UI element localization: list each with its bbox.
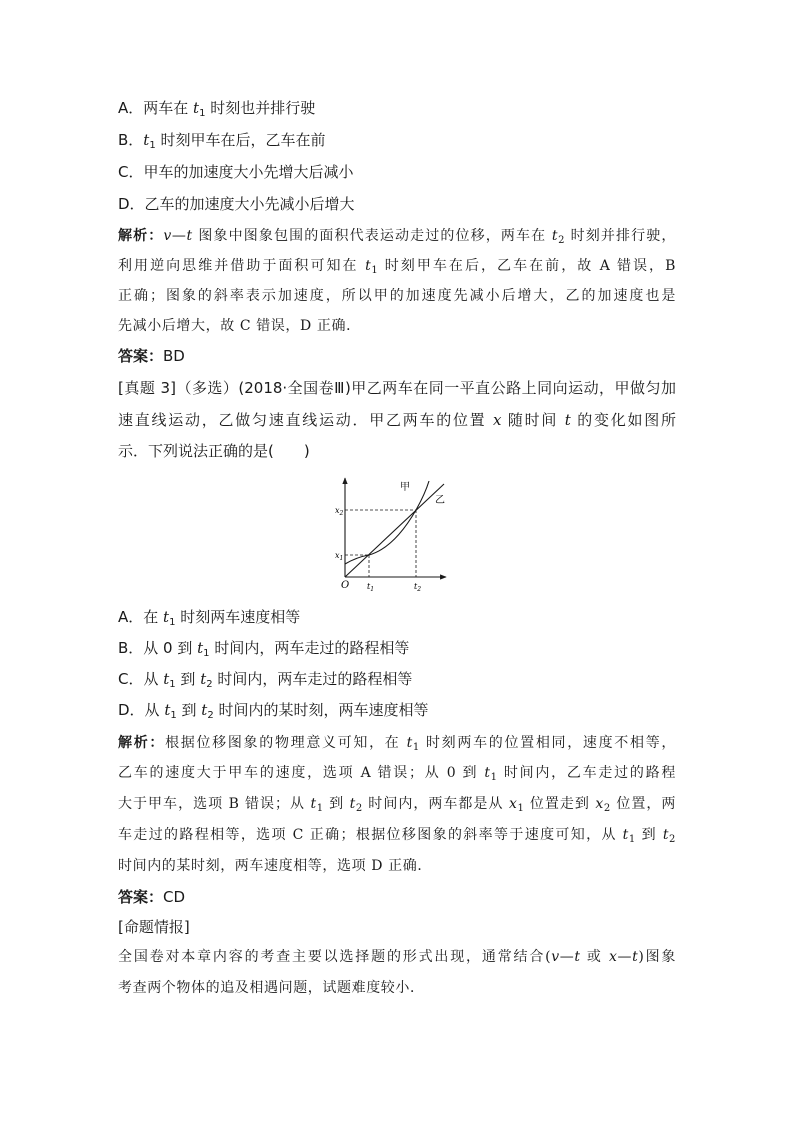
q2-option-a: [118, 98, 315, 118]
label-origin: O: [341, 580, 350, 591]
text: （多选）(2018·全国卷Ⅲ)甲乙两车在同一平直公路上同向运动，甲做匀加: [175, 379, 676, 397]
q3-option-b: [118, 638, 409, 658]
sub: 1: [170, 710, 177, 721]
q3-analysis-line-3: [118, 794, 676, 814]
text: 时间内，两车走过的路程相等: [212, 670, 413, 688]
info-line-2: 考查两个物体的追及相遇问题，试题难度较小．: [118, 980, 425, 996]
text: 利用逆向思维并借助于面积可知在: [118, 258, 366, 274]
sub: 1: [628, 834, 636, 845]
option-text: B．: [118, 131, 144, 149]
sub: 2: [558, 235, 566, 246]
sub: 1: [490, 772, 498, 783]
sub: 1: [169, 617, 176, 628]
q3-option-a: [118, 607, 300, 627]
sub: 2: [355, 803, 363, 814]
text: 的变化如图所: [570, 411, 676, 429]
sub: 1: [371, 265, 379, 276]
var-t: t: [349, 796, 356, 812]
var-t: t: [551, 228, 559, 244]
dash: —: [617, 949, 633, 965]
sub: 1: [169, 679, 176, 690]
sub: 2: [603, 803, 611, 814]
var-t: t: [564, 411, 571, 429]
q2-answer: [118, 346, 185, 366]
var-t: t: [193, 99, 200, 117]
q3-analysis-line-4: [118, 825, 676, 845]
var-v: v: [163, 228, 172, 244]
var-t: t: [197, 639, 204, 657]
text: D．从: [118, 701, 165, 719]
answer-label: 答案：: [118, 347, 164, 365]
option-text: 时刻也并排行驶: [205, 99, 316, 117]
var-t: t: [484, 765, 491, 781]
q2-analysis-line-4: 先减小后增大，故 C 错误，D 正确．: [118, 318, 361, 334]
sub: 1: [517, 803, 525, 814]
text: 位置，两: [610, 796, 677, 812]
text: 速直线运动，乙做匀速直线运动．甲乙两车的位置: [118, 411, 493, 429]
q3-option-d: [118, 700, 428, 720]
q2-analysis-line-3: 正确；图象的斜率表示加速度，所以甲的加速度先减小后增大，乙的加速度也是: [118, 288, 676, 304]
var-t: t: [163, 670, 170, 688]
q3-option-c: [118, 669, 412, 689]
q3-analysis-line-2: [118, 763, 676, 783]
text: 或: [580, 949, 609, 965]
var-t: t: [200, 670, 207, 688]
answer-value: BD: [163, 347, 185, 365]
var-x: x: [595, 796, 604, 812]
q2-analysis-line-2: [118, 256, 676, 276]
text: B．从 0 到: [118, 639, 198, 657]
info-line-1: [118, 947, 676, 967]
var-t: t: [143, 131, 150, 149]
q3-analysis-line-5: 时间内的某时刻，两车速度相等，选项 D 正确．: [118, 858, 432, 874]
sub: 2: [669, 834, 677, 845]
q3-stem-line-1: [118, 378, 676, 398]
text: 大于甲车，选项 B 错误；从: [118, 796, 311, 812]
q3-analysis-line-1: [118, 733, 676, 753]
sub: 1: [412, 742, 420, 753]
question-tag: [真题 3]: [118, 379, 176, 397]
var-t: t: [186, 228, 193, 244]
text: 根据位移图象的物理意义可知，在: [165, 735, 407, 751]
var-t: t: [632, 949, 639, 965]
text: A．在: [118, 608, 164, 626]
text: 到: [635, 827, 663, 843]
label-jia: 甲: [400, 482, 410, 493]
analysis-label: 解析：: [118, 228, 164, 244]
text: 到: [175, 670, 201, 688]
label-t2: $t_2$: [414, 582, 422, 593]
text: 到: [323, 796, 350, 812]
text: 时刻甲车在后，乙车在前，故 A 错误，B: [378, 258, 676, 274]
var-t: t: [310, 796, 317, 812]
q2-option-b: [118, 130, 325, 150]
label-x2: $x_2$: [335, 506, 344, 517]
var-t: t: [406, 735, 413, 751]
text: 随时间: [501, 411, 565, 429]
sub: 2: [206, 679, 213, 690]
text: 时间内的某时刻，两车速度相等: [213, 701, 429, 719]
label-t1: $t_1$: [367, 582, 375, 593]
var-x: x: [608, 949, 618, 965]
text: 乙车的速度大于甲车的速度，选项 A 错误；从 0 到: [118, 765, 485, 781]
var-t: t: [574, 949, 581, 965]
q3-stem-line-2: [118, 410, 676, 430]
var-t: t: [365, 258, 372, 274]
var-t: t: [164, 701, 171, 719]
var-t: t: [622, 827, 629, 843]
dash: —: [171, 228, 187, 244]
line-yi: [345, 484, 444, 577]
q2-option-c: C．甲车的加速度大小先增大后减小: [118, 163, 354, 181]
text: 车走过的路程相等，选项 C 正确；根据位移图象的斜率等于速度可知，从: [118, 827, 623, 843]
option-text: 时刻甲车在后，乙车在前: [155, 131, 326, 149]
text: 到: [176, 701, 202, 719]
var-x: x: [508, 796, 518, 812]
option-text: A．两车在: [118, 99, 194, 117]
text: 时间内，乙车走过的路程: [497, 765, 676, 781]
var-t: t: [163, 608, 170, 626]
answer-label: 答案：: [118, 888, 164, 906]
sub: 1: [316, 803, 324, 814]
q3-stem-line-3: 示．下列说法正确的是( ): [118, 442, 310, 460]
answer-value: CD: [163, 888, 186, 906]
position-time-graph: [332, 476, 452, 596]
label-x1: $x_1$: [335, 551, 344, 562]
text: 图象中图象包围的面积代表运动走过的位移，两车在: [192, 228, 552, 244]
sub: 1: [203, 648, 210, 659]
text: 时间内，两车走过的路程相等: [209, 639, 410, 657]
var-t: t: [662, 827, 670, 843]
q2-analysis-line-1: [118, 226, 676, 246]
text: 时间内，两车都是从: [362, 796, 509, 812]
text: 全国卷对本章内容的考查主要以选择题的形式出现，通常结合(: [118, 949, 552, 965]
analysis-label: 解析：: [118, 735, 166, 751]
sub: 2: [207, 710, 214, 721]
dash: —: [559, 949, 575, 965]
sub: 1: [149, 140, 156, 151]
q3-answer: [118, 887, 185, 907]
q2-option-d: D．乙车的加速度大小先减小后增大: [118, 195, 355, 213]
text: 时刻两车的位置相同，速度不相等，: [419, 735, 676, 751]
info-heading: [命题情报]: [118, 918, 190, 936]
text: 时刻两车速度相等: [175, 608, 301, 626]
label-yi: 乙: [435, 495, 445, 506]
text: )图象: [638, 949, 677, 965]
var-t: t: [201, 701, 208, 719]
var-x: x: [492, 411, 502, 429]
sub: 1: [199, 108, 206, 119]
text: 时刻并排行驶，: [565, 228, 676, 244]
text: C．从: [118, 670, 164, 688]
text: 位置走到: [524, 796, 596, 812]
var-v: v: [551, 949, 560, 965]
